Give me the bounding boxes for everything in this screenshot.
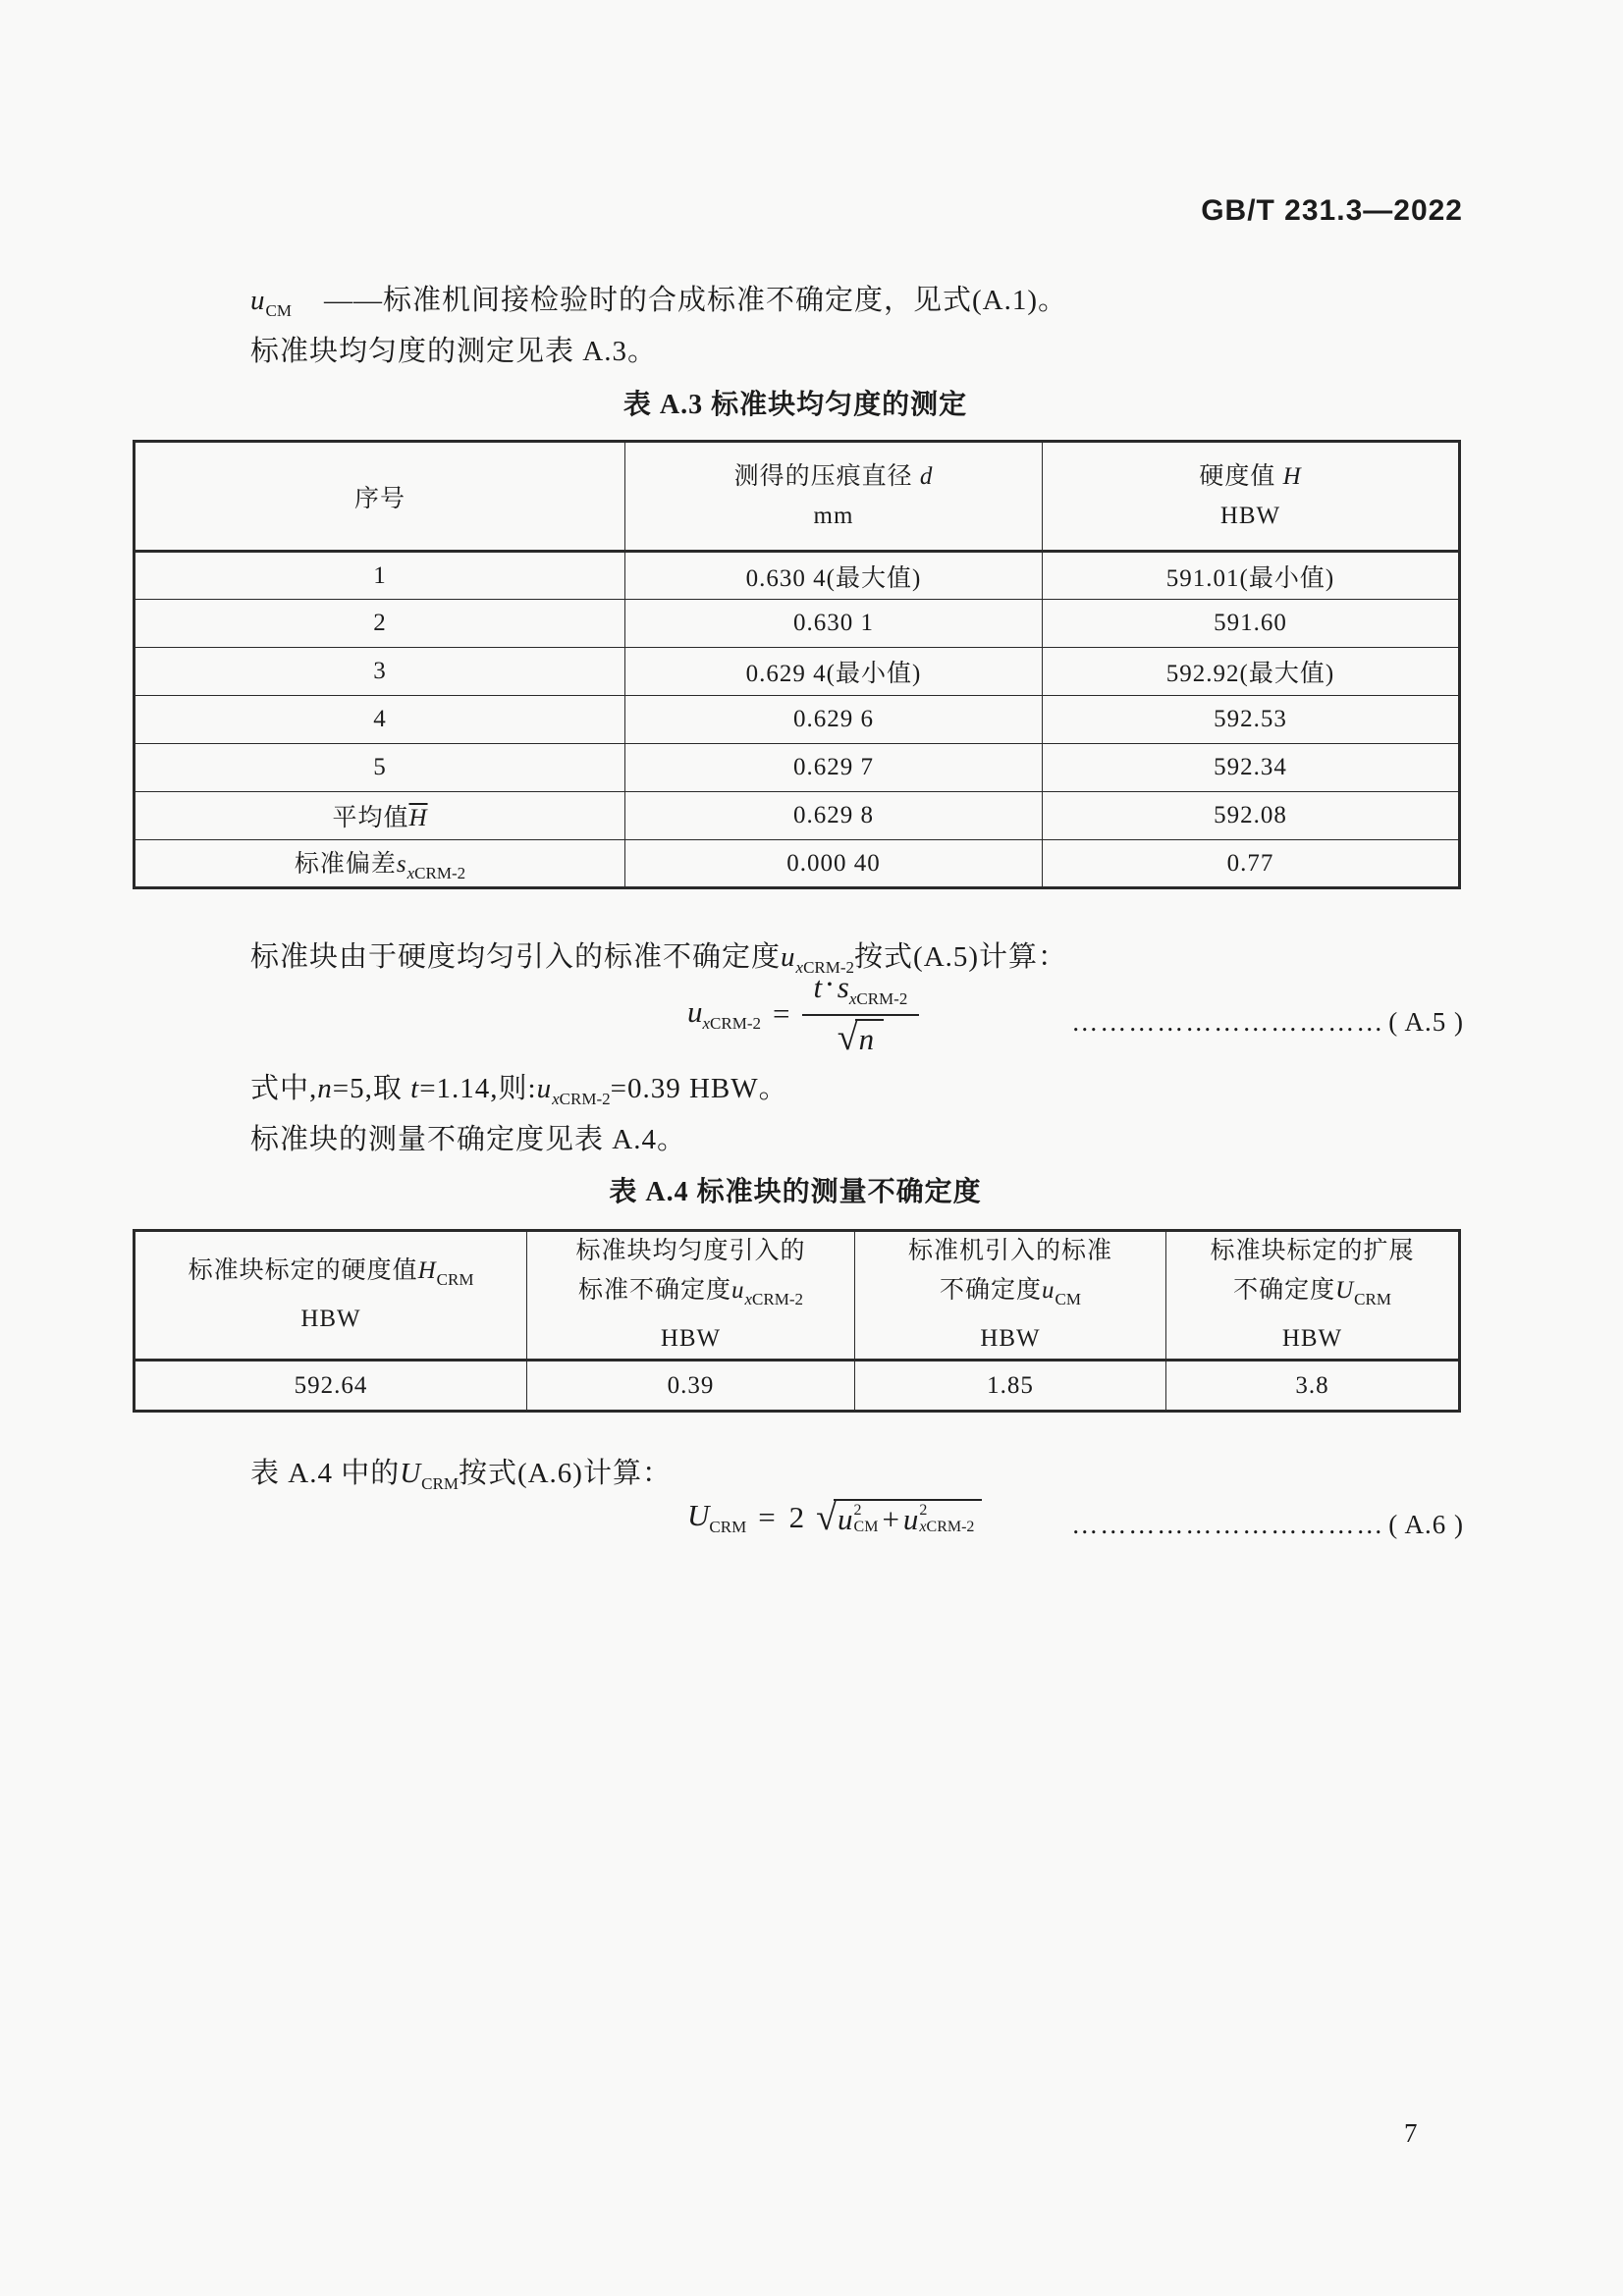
table-cell: 3 xyxy=(135,648,625,696)
formula-a6-radicand: u 2 CM + u 2 xCRM-2 xyxy=(834,1499,982,1537)
column-header-expanded-uncertainty: 标准块标定的扩展 不确定度$U_{CRM}$ HBW xyxy=(1166,1231,1460,1361)
table-cell: 592.92(最大值) xyxy=(1043,648,1460,696)
equals-sign: = xyxy=(773,995,790,1031)
column-header-uniformity-uncertainty: 标准块均匀度引入的 标准不确定度$u_{xCRM-2}$ HBW xyxy=(527,1231,855,1361)
table-cell: 0.629 8 xyxy=(625,792,1043,840)
formula-a5 xyxy=(687,970,919,1057)
table-row xyxy=(135,552,1460,600)
table-a4 xyxy=(133,1229,1461,1413)
doc-number-header: GB/T 231.3—2022 xyxy=(1201,194,1463,227)
table-cell: 0.77 xyxy=(1043,840,1460,888)
table-cell: 0.629 7 xyxy=(625,744,1043,792)
formula-a5-lhs: $u_{xCRM-2}$ xyxy=(687,993,762,1033)
table-cell: 4 xyxy=(135,696,625,744)
table-cell: 592.08 xyxy=(1043,792,1460,840)
formula-a6 xyxy=(687,1498,982,1537)
table-cell: 2 xyxy=(135,600,625,648)
table-cell: 1.85 xyxy=(855,1361,1166,1412)
table-cell: 592.64 xyxy=(135,1361,527,1412)
table-row xyxy=(135,600,1460,648)
column-header-seq: 序号 xyxy=(135,442,625,552)
equals-sign: = xyxy=(758,1500,776,1534)
table-cell: 3.8 xyxy=(1166,1361,1460,1412)
formula-a5-fraction xyxy=(802,970,920,1057)
formula-a5-leader: …………………………… ( A.5 ) xyxy=(1071,1007,1464,1037)
paragraph-a6-intro: 表 A.4 中的$U_{CRM}$按式(A.6)计算： xyxy=(250,1458,672,1493)
column-header-machine-uncertainty: 标准机引入的标准 不确定度$u_{CM}$ HBW xyxy=(855,1231,1166,1361)
table-cell: 591.01(最小值) xyxy=(1043,552,1460,600)
table-cell: 591.60 xyxy=(1043,600,1460,648)
column-header-calibrated-hardness: 标准块标定的硬度值$H_{CRM}$ HBW xyxy=(135,1231,527,1361)
column-header-diameter-unit: mm xyxy=(813,502,854,529)
table-cell-mean-label: 平均值$\overline{H}$ xyxy=(135,792,625,840)
paragraph-ucm-definition: $u_{CM}$ ——标准机间接检验时的合成标准不确定度，见式(A.1)。 xyxy=(250,285,1067,320)
table-cell-stddev-label: 标准偏差$s_{xCRM-2}$ xyxy=(135,840,625,888)
column-header-hardness-unit: HBW xyxy=(1219,502,1281,529)
table-cell: 0.000 40 xyxy=(625,840,1043,888)
column-header-diameter xyxy=(625,442,1043,552)
table-cell: 0.629 4(最小值) xyxy=(625,648,1043,696)
formula-a6-lhs: $U_{CRM}$ xyxy=(687,1498,747,1536)
table-row-mean xyxy=(135,792,1460,840)
table-cell: 0.630 1 xyxy=(625,600,1043,648)
table-cell: 592.53 xyxy=(1043,696,1460,744)
table-cell: 0.39 xyxy=(527,1361,855,1412)
table-cell: 5 xyxy=(135,744,625,792)
formula-a6-leader: …………………………… ( A.6 ) xyxy=(1071,1510,1464,1539)
table-cell: 592.34 xyxy=(1043,744,1460,792)
sqrt-sign: √ xyxy=(816,1496,838,1538)
table-cell: 0.630 4(最大值) xyxy=(625,552,1043,600)
column-header-hardness-label: 硬度值 H xyxy=(1199,462,1302,490)
formula-a5-numerator: t • $s_{xCRM-2}$ xyxy=(802,970,920,1016)
table-row xyxy=(135,648,1460,696)
formula-a5-denominator: √ n xyxy=(838,1016,884,1057)
paragraph-see-table-a4: 标准块的测量不确定度见表 A.4。 xyxy=(250,1124,686,1155)
column-header-diameter-label: 测得的压痕直径 d xyxy=(733,462,934,490)
table-cell: 0.629 6 xyxy=(625,696,1043,744)
table-cell: 1 xyxy=(135,552,625,600)
table-a3-title: 表 A.3 标准块均匀度的测定 xyxy=(622,390,968,420)
table-row xyxy=(135,696,1460,744)
table-a3-header-row xyxy=(135,442,1460,552)
column-header-hardness xyxy=(1043,442,1460,552)
paragraph-formula-a5-values: 式中,n=5,取 t=1.14,则$:u_{xCRM-2}=0.39$ HBW。 xyxy=(250,1073,788,1108)
table-row xyxy=(135,744,1460,792)
sqrt-sign: √ xyxy=(837,1017,858,1058)
table-row xyxy=(135,1361,1460,1412)
table-a3 xyxy=(133,440,1461,889)
table-a4-title: 表 A.4 标准块的测量不确定度 xyxy=(609,1177,982,1207)
page-number: 7 xyxy=(1404,2118,1418,2148)
paragraph-see-table-a3: 标准块均匀度的测定见表 A.3。 xyxy=(250,336,657,367)
paragraph-a5-intro: 标准块由于硬度均匀引入的标准不确定度$u_{xCRM-2}$按式(A.5)计算： xyxy=(250,941,1068,977)
table-row-stddev xyxy=(135,840,1460,888)
table-a4-header-row xyxy=(135,1231,1460,1361)
coefficient: 2 xyxy=(788,1500,805,1534)
formula-a6-radical xyxy=(816,1496,982,1538)
